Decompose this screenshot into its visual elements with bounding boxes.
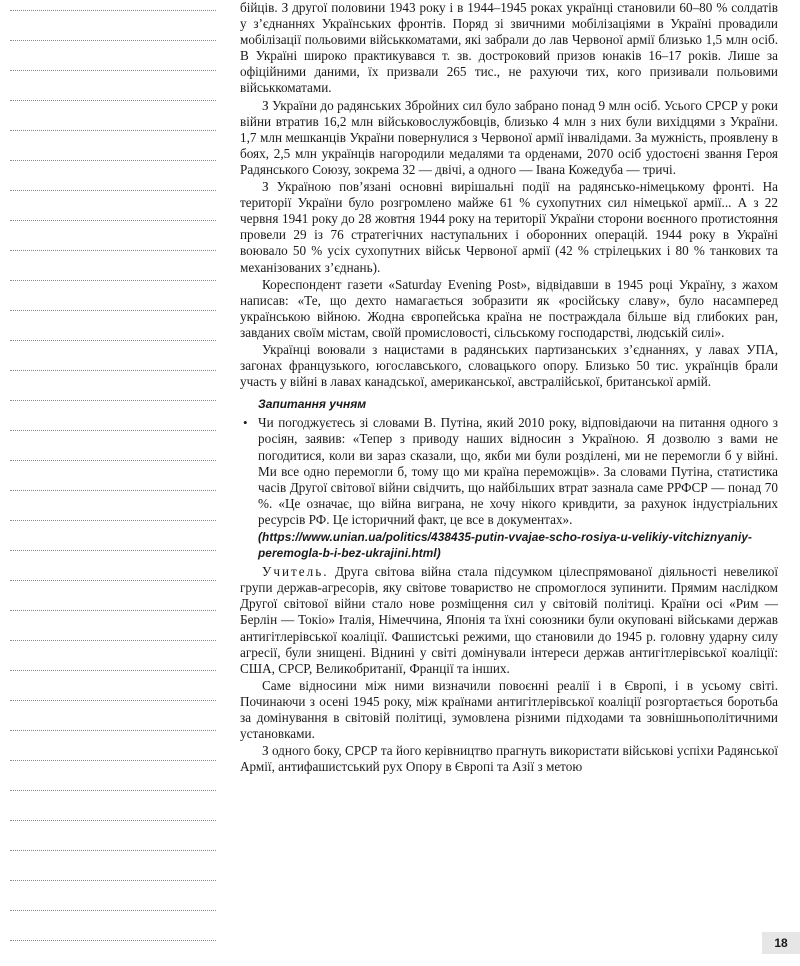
teacher-text: Друга світова війна стала підсумком цілеспрямованої діяльності невеликої групи держав-агресорів, яку світове товариство не спромоглося зупинити. Прямим наслідком Другої світової війни стало нове розміщення сил у світовій політиці. Країни осі «Рим — Берлін — Токіо» Італія, Німеччина, Японія та їхні союзники були окуповані військами держав антигітлерівської коаліції. Фашистські режими, що становили до 1945 р. головну ударну силу агресії, були знищені. Віднині у світі домінували інтереси держав антигітлерівської коаліції: США, СРСР, Великобританії, Франції та інших. (240, 564, 779, 676)
note-line (10, 70, 216, 71)
note-line (10, 520, 216, 521)
note-line (10, 400, 216, 401)
note-line (10, 850, 216, 851)
note-line (10, 100, 216, 101)
note-line (10, 550, 216, 551)
note-line (10, 130, 216, 131)
note-line (10, 670, 216, 671)
section-heading: Запитання учням (258, 397, 367, 412)
note-line (10, 280, 216, 281)
paragraph: З України до радянських Збройних сил було забрано понад 9 млн осіб. Усього СРСР у роки війни втратив 16,2 млн військовослужбовців, близько 4 млн з них були вихідцями з України. 1,7 млн мешканців України повернулися з Червоної армії інвалідами. За мужність, проявлену в боях, 2,5 млн українців нагородили медалями та орденами, 2070 осіб удостоєні звання Героя Радянського Союзу, зокрема 32 — двічі, а одного — Івана Кожедуба — тричі. (240, 97, 778, 177)
note-line (10, 610, 216, 611)
teacher-paragraph (240, 564, 778, 677)
note-line (10, 250, 216, 251)
note-line (10, 910, 216, 911)
note-line (10, 580, 216, 581)
paragraph: З одного боку, СРСР та його керівництво прагнуть використати військові успіхи Радянської Армії, антифашистський рух Опору в Європі та Азії з метою (240, 743, 778, 775)
note-line (10, 700, 216, 701)
note-line (10, 760, 216, 761)
paragraph: Кореспондент газети «Saturday Evening Post», відвідавши в 1945 році Україну, з жахом написав: «Те, що дехто намагається зобразити як «російську славу», було насамперед українською війною. Жодна європейська країна не постраждала більше від глибоких ран, завданих своїм містам, своїй промисловості, сільському господарстві, людській силі». (240, 276, 778, 340)
note-line (10, 940, 216, 941)
note-line (10, 820, 216, 821)
paragraph: бійців. З другої половини 1943 року і в 1944–1945 роках українці становили 60–80 % солдатів у з’єднаннях Українських фронтів. Поряд зі звичними мобілізаціями в Україні провадили мобілізації польовими військкоматами, які забрали до лав Червоної армії близько 1,5 млн осіб. В Україні широко практикувався т. зв. достроковий призов юнаків 16–17 років. Лише за офіційними даними, їх призвали 265 тис., не рахуючи тих, кого призивали польовими військкоматами. (240, 0, 778, 96)
page-body (240, 0, 778, 775)
source-url: (https://www.unian.ua/politics/438435-putin-vvajae-scho-rosiya-u-velikiy-vitchiznyaniy-peremogla-b-i-bez-ukrajini.html) (258, 530, 753, 561)
note-line (10, 640, 216, 641)
note-line (10, 10, 216, 11)
paragraph: З Україною пов’язані основні вирішальні події на радянсько-німецькому фронті. На території України було розгромлено майже 61 % сухопутних сил німецької армії... А з 22 червня 1941 року до 28 жовтня 1944 року на території України сторони воєнного протистояння провели 29 із 76 стратегічних наступальних і оборонних операцій. 1944 року в Україні воювало 50 % усіх сухопутних військ Червоної армії (42 % стрілецьких і 80 % танкових та механізованих з’єднань). (240, 179, 778, 275)
page-number: 18 (762, 932, 800, 954)
note-line (10, 310, 216, 311)
paragraph: Українці воювали з нацистами в радянських партизанських з’єднаннях, у лавах УПА, загонах французького, югославського, словацького опору. Близько 50 тис. українців брали участь у війні в лавах канадської, американської, австралійської, британської армій. (240, 341, 778, 390)
note-line (10, 220, 216, 221)
question-text: Чи погоджуєтесь зі словами В. Путіна, який 2010 року, відповідаючи на питання одного з росіян, заявив: «Тепер з приводу наших відносин з Україною. Я дозволю з вами не погодитися, коли ви зараз сказали, що, якби ми були розділені, ми не перемогли б у війні. Ми все одно перемогли б, тому що ми країна переможців». За словами Путіна, статистика часів Другої світової війни свідчить, що найбільших втрат зазнала саме РРФСР — понад 70 %. «Це означає, що війна виграна, не хочу нікого кривдити, за рахунок індустріальних ресурсів РФ. Це історичний факт, це все в документах». (258, 415, 778, 527)
note-line (10, 790, 216, 791)
paragraph: Саме відносини між ними визначили повоєнні реалії і в Європі, і в усьому світі. Починаючи з осені 1945 року, між країнами антигітлерівської коаліції розгортається боротьба за домінування в світовій політиці, зумовлена різними підходами та зовнішньополітичними установками. (240, 677, 778, 742)
question-item (240, 415, 778, 561)
note-line (10, 730, 216, 731)
note-line (10, 370, 216, 371)
note-line (10, 190, 216, 191)
note-line (10, 460, 216, 461)
note-line (10, 340, 216, 341)
note-line (10, 490, 216, 491)
teacher-label: Учитель. (262, 564, 329, 580)
note-line (10, 430, 216, 431)
notes-margin (0, 0, 232, 966)
bullet-icon: • (243, 415, 248, 431)
note-line (10, 160, 216, 161)
note-line (10, 880, 216, 881)
note-line (10, 40, 216, 41)
